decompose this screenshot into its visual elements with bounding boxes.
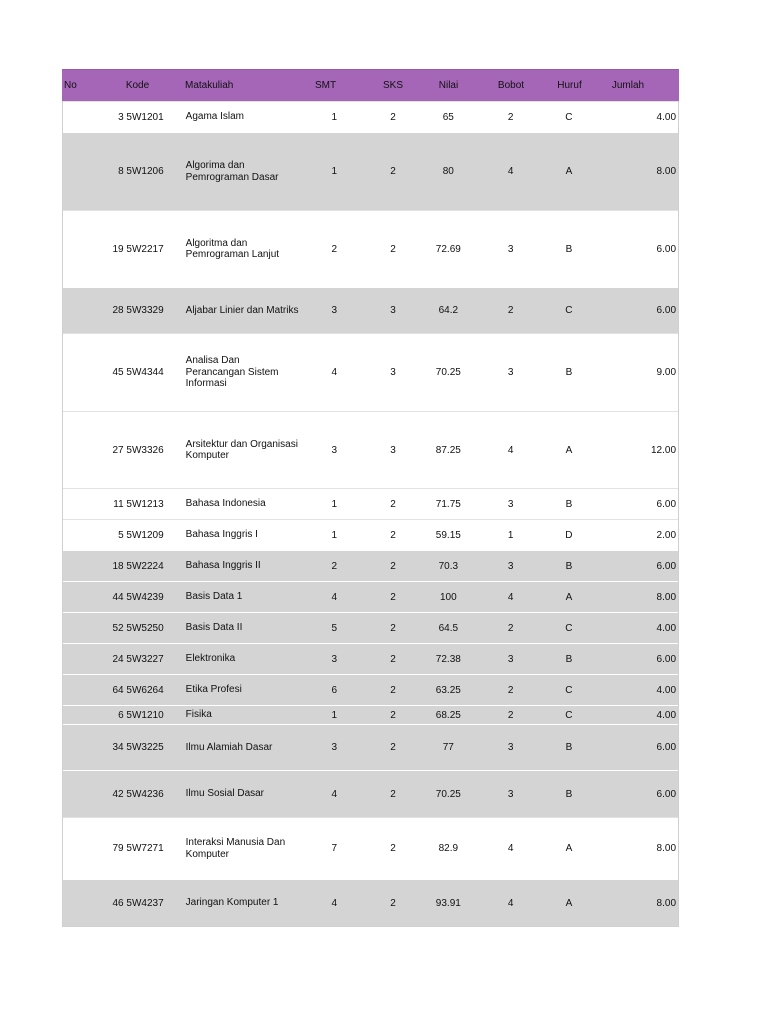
cell-smt: 1 <box>331 166 338 177</box>
cell-nilai: 65 <box>442 111 454 123</box>
cell-kode: 11 5W1213 <box>113 498 164 510</box>
cell-matakuliah: Analisa Dan Perancangan Sistem Informasi <box>185 355 279 390</box>
cell-jumlah: 6.00 <box>656 742 677 753</box>
cell-bobot: 4 <box>507 444 514 456</box>
cell-sks: 2 <box>390 709 396 721</box>
cell-sks: 2 <box>390 498 396 510</box>
cell-smt: 3 <box>331 444 338 456</box>
table-row <box>63 333 678 411</box>
table-row <box>63 724 678 770</box>
table-row <box>63 612 678 643</box>
cell-sks: 2 <box>390 742 396 753</box>
cell-sks: 2 <box>390 622 396 634</box>
cell-matakuliah: Algorima dan Pemrograman Dasar <box>185 160 279 183</box>
cell-huruf: C <box>565 111 573 123</box>
cell-kode: 18 5W2224 <box>112 560 164 572</box>
table-row <box>63 519 678 550</box>
cell-matakuliah: Bahasa Inggris I <box>185 529 258 541</box>
cell-huruf: B <box>565 243 573 255</box>
cell-huruf: A <box>565 843 573 854</box>
cell-kode: 27 5W3326 <box>112 444 164 456</box>
cell-huruf: A <box>565 166 573 177</box>
cell-bobot: 3 <box>507 243 514 255</box>
cell-bobot: 3 <box>507 653 514 665</box>
grades-sheet <box>62 69 679 927</box>
cell-matakuliah: Jaringan Komputer 1 <box>185 897 279 909</box>
cell-matakuliah: Etika Profesi <box>185 684 242 696</box>
cell-jumlah: 4.00 <box>656 622 677 634</box>
cell-sks: 2 <box>390 897 396 909</box>
cell-sks: 2 <box>390 788 396 800</box>
cell-huruf: C <box>565 684 573 696</box>
cell-kode: 6 5W1210 <box>118 709 164 721</box>
cell-bobot: 4 <box>507 166 514 177</box>
cell-bobot: 3 <box>507 742 514 753</box>
cell-huruf: B <box>565 560 573 572</box>
cell-smt: 3 <box>331 653 338 665</box>
cell-nilai: 93.91 <box>435 897 461 909</box>
cell-huruf: B <box>565 367 573 378</box>
cell-jumlah: 6.00 <box>656 788 677 800</box>
cell-jumlah: 6.00 <box>656 243 677 255</box>
table-row <box>63 643 678 674</box>
cell-nilai: 82.9 <box>438 843 459 854</box>
cell-huruf: B <box>565 742 573 753</box>
cell-sks: 3 <box>390 305 396 316</box>
cell-sks: 2 <box>390 653 396 665</box>
cell-huruf: D <box>565 529 573 541</box>
cell-kode: 3 5W1201 <box>118 111 164 123</box>
cell-sks: 3 <box>390 444 396 456</box>
table-row <box>63 101 678 132</box>
cell-kode: 24 5W3227 <box>112 653 164 665</box>
cell-smt: 4 <box>331 367 338 378</box>
cell-sks: 2 <box>390 166 396 177</box>
table-row <box>63 879 678 926</box>
table-row <box>63 411 678 488</box>
cell-smt: 4 <box>331 788 338 800</box>
table-row <box>63 210 678 287</box>
table-row <box>63 817 678 879</box>
cell-bobot: 4 <box>507 591 514 603</box>
cell-nilai: 70.25 <box>435 367 461 378</box>
cell-nilai: 72.38 <box>435 653 461 665</box>
cell-matakuliah: Ilmu Sosial Dasar <box>185 788 265 800</box>
cell-jumlah: 4.00 <box>656 684 677 696</box>
cell-bobot: 3 <box>507 498 514 510</box>
header-no: No <box>64 80 77 91</box>
cell-sks: 2 <box>390 243 396 255</box>
cell-matakuliah: Fisika <box>185 709 212 721</box>
cell-kode: 52 5W5250 <box>112 622 164 634</box>
header-sks: SKS <box>382 80 403 91</box>
cell-kode: 34 5W3225 <box>112 742 164 753</box>
table-row <box>63 550 678 581</box>
cell-nilai: 72.69 <box>435 243 461 255</box>
cell-smt: 1 <box>331 498 338 510</box>
cell-huruf: A <box>565 444 573 456</box>
cell-smt: 4 <box>331 897 338 909</box>
cell-smt: 5 <box>331 622 338 634</box>
cell-jumlah: 8.00 <box>656 843 677 854</box>
cell-huruf: B <box>565 498 573 510</box>
cell-huruf: A <box>565 591 573 603</box>
cell-bobot: 4 <box>507 897 514 909</box>
cell-jumlah: 8.00 <box>656 897 677 909</box>
cell-matakuliah: Agama Islam <box>185 111 245 123</box>
cell-huruf: C <box>565 709 573 721</box>
cell-smt: 7 <box>331 843 338 854</box>
cell-matakuliah: Aljabar Linier dan Matriks <box>185 304 299 316</box>
cell-matakuliah: Interaksi Manusia Dan Komputer <box>185 837 286 860</box>
cell-huruf: A <box>565 897 573 909</box>
cell-nilai: 71.75 <box>435 498 461 510</box>
cell-bobot: 4 <box>507 843 514 854</box>
cell-jumlah: 9.00 <box>656 367 677 378</box>
cell-jumlah: 4.00 <box>656 709 677 721</box>
header-nilai: Nilai <box>438 80 459 91</box>
header-matakuliah: Matakuliah <box>185 79 234 91</box>
table-row <box>63 770 678 817</box>
cell-jumlah: 6.00 <box>656 560 677 572</box>
cell-jumlah: 6.00 <box>656 498 677 510</box>
table-header <box>62 69 679 101</box>
cell-matakuliah: Bahasa Inggris II <box>185 560 261 572</box>
cell-nilai: 64.5 <box>438 622 459 634</box>
cell-matakuliah: Ilmu Alamiah Dasar <box>185 741 273 753</box>
header-jumlah: Jumlah <box>611 80 645 91</box>
cell-nilai: 100 <box>439 591 457 603</box>
cell-sks: 2 <box>390 591 396 603</box>
cell-bobot: 3 <box>507 788 514 800</box>
cell-jumlah: 12.00 <box>650 444 677 456</box>
cell-huruf: B <box>565 788 573 800</box>
cell-sks: 3 <box>390 367 396 378</box>
cell-bobot: 1 <box>507 529 514 541</box>
cell-bobot: 2 <box>507 622 514 634</box>
cell-smt: 1 <box>331 529 338 541</box>
cell-jumlah: 8.00 <box>656 166 677 177</box>
table-row <box>63 287 678 333</box>
cell-jumlah: 4.00 <box>656 111 677 123</box>
cell-sks: 2 <box>390 111 396 123</box>
cell-nilai: 63.25 <box>435 684 461 696</box>
cell-bobot: 2 <box>507 111 514 123</box>
cell-nilai: 80 <box>442 166 454 177</box>
cell-smt: 1 <box>331 111 338 123</box>
cell-smt: 3 <box>331 742 338 753</box>
cell-kode: 42 5W4236 <box>112 788 164 800</box>
cell-smt: 2 <box>331 560 338 572</box>
table-body <box>62 101 679 927</box>
cell-nilai: 87.25 <box>435 444 461 456</box>
cell-kode: 19 5W2217 <box>112 243 164 255</box>
cell-matakuliah: Elektronika <box>185 653 236 665</box>
cell-kode: 28 5W3329 <box>112 305 164 316</box>
cell-matakuliah: Algoritma dan Pemrograman Lanjut <box>185 237 280 260</box>
cell-huruf: B <box>565 653 573 665</box>
cell-bobot: 2 <box>507 684 514 696</box>
cell-bobot: 2 <box>507 709 514 721</box>
header-smt: SMT <box>315 80 337 91</box>
cell-huruf: C <box>565 622 573 634</box>
cell-smt: 3 <box>331 305 338 316</box>
cell-matakuliah: Basis Data 1 <box>185 591 243 603</box>
cell-sks: 2 <box>390 684 396 696</box>
header-huruf: Huruf <box>557 80 582 91</box>
table-row <box>63 581 678 612</box>
cell-kode: 8 5W1206 <box>118 166 164 177</box>
table-row <box>63 132 678 210</box>
cell-smt: 4 <box>331 591 338 603</box>
cell-matakuliah: Arsitektur dan Organisasi Komputer <box>185 438 298 461</box>
cell-jumlah: 2.00 <box>656 529 677 541</box>
cell-huruf: C <box>565 305 573 316</box>
cell-kode: 45 5W4344 <box>112 367 164 378</box>
cell-nilai: 64.2 <box>438 305 459 316</box>
cell-jumlah: 6.00 <box>656 653 677 665</box>
cell-matakuliah: Basis Data II <box>185 622 243 634</box>
cell-sks: 2 <box>390 843 396 854</box>
cell-kode: 5 5W1209 <box>118 529 164 541</box>
cell-sks: 2 <box>390 529 396 541</box>
cell-nilai: 70.25 <box>435 788 461 800</box>
cell-jumlah: 8.00 <box>656 591 677 603</box>
cell-matakuliah: Bahasa Indonesia <box>185 498 266 510</box>
cell-smt: 2 <box>331 243 338 255</box>
header-bobot: Bobot <box>497 80 525 91</box>
cell-bobot: 2 <box>507 305 514 316</box>
table-row <box>63 674 678 705</box>
cell-kode: 46 5W4237 <box>112 897 164 909</box>
cell-kode: 44 5W4239 <box>112 591 164 603</box>
table-row <box>63 705 678 724</box>
cell-smt: 1 <box>331 709 338 721</box>
cell-sks: 2 <box>390 560 396 572</box>
cell-jumlah: 6.00 <box>656 305 677 316</box>
table-row <box>63 488 678 519</box>
cell-nilai: 70.3 <box>438 560 459 572</box>
cell-smt: 6 <box>331 684 338 696</box>
cell-kode: 64 5W6264 <box>112 684 164 696</box>
header-kode: Kode <box>125 80 150 91</box>
cell-nilai: 59.15 <box>435 529 461 541</box>
cell-nilai: 68.25 <box>435 709 461 721</box>
cell-kode: 79 5W7271 <box>112 843 164 854</box>
cell-nilai: 77 <box>442 742 454 753</box>
cell-bobot: 3 <box>507 560 514 572</box>
cell-bobot: 3 <box>507 367 514 378</box>
